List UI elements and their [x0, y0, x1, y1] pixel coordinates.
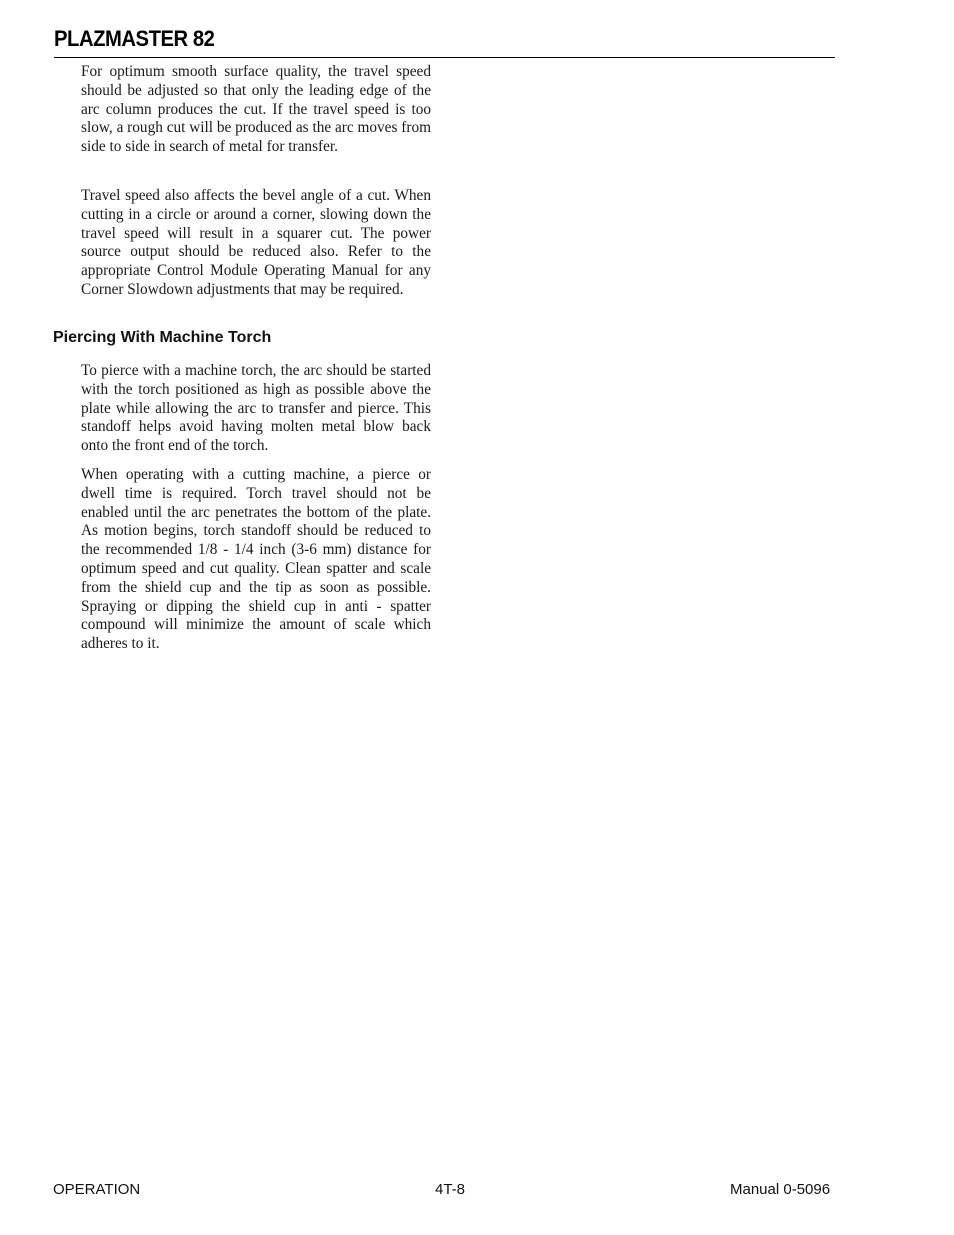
- page-header-title: PLAZMASTER 82: [54, 26, 215, 51]
- section-heading-piercing: Piercing With Machine Torch: [53, 329, 272, 346]
- body-paragraph-travel-speed: [81, 63, 431, 157]
- body-paragraph-pierce-start: [81, 362, 431, 456]
- header-divider: [54, 57, 835, 58]
- paragraph-text: Travel speed also affects the bevel angle of a cut. When cutting in a circle or around a corner, slowing down the travel speed will result in a squarer cut. The power source output should be reduced also. Refer to the appropriate Control Module Operating Manual for any Corner Slowdown adjustments that may be required.: [81, 187, 431, 298]
- body-paragraph-pierce-dwell: [81, 466, 431, 654]
- paragraph-text: To pierce with a machine torch, the arc should be started with the torch positioned as high as possible above the plate while allowing the arc to transfer and pierce. This standoff helps avoid having molten metal blow back onto the front end of the torch.: [81, 362, 431, 455]
- footer-manual-number: Manual 0-5096: [730, 1181, 831, 1198]
- body-paragraph-bevel-angle: [81, 187, 431, 300]
- footer-page-number: 4T-8: [435, 1181, 466, 1198]
- paragraph-text: When operating with a cutting machine, a pierce or dwell time is required. Torch travel should not be enabled until the arc penetrates the bottom of the plate. As motion begins, torch standoff should be reduced to the recommended 1/8 - 1/4 inch (3-6 mm) distance for optimum speed and cut quality. Clean spatter and scale from the shield cup and the tip as soon as possible. Spraying or dipping the shield cup in anti - spatter compound will minimize the amount of scale which adheres to it.: [81, 466, 431, 653]
- paragraph-text: For optimum smooth surface quality, the travel speed should be adjusted so that only the leading edge of the arc column produces the cut. If the travel speed is too slow, a rough cut will be produced as the arc moves from side to side in search of metal for transfer.: [81, 63, 431, 156]
- footer-section-label: OPERATION: [53, 1181, 141, 1198]
